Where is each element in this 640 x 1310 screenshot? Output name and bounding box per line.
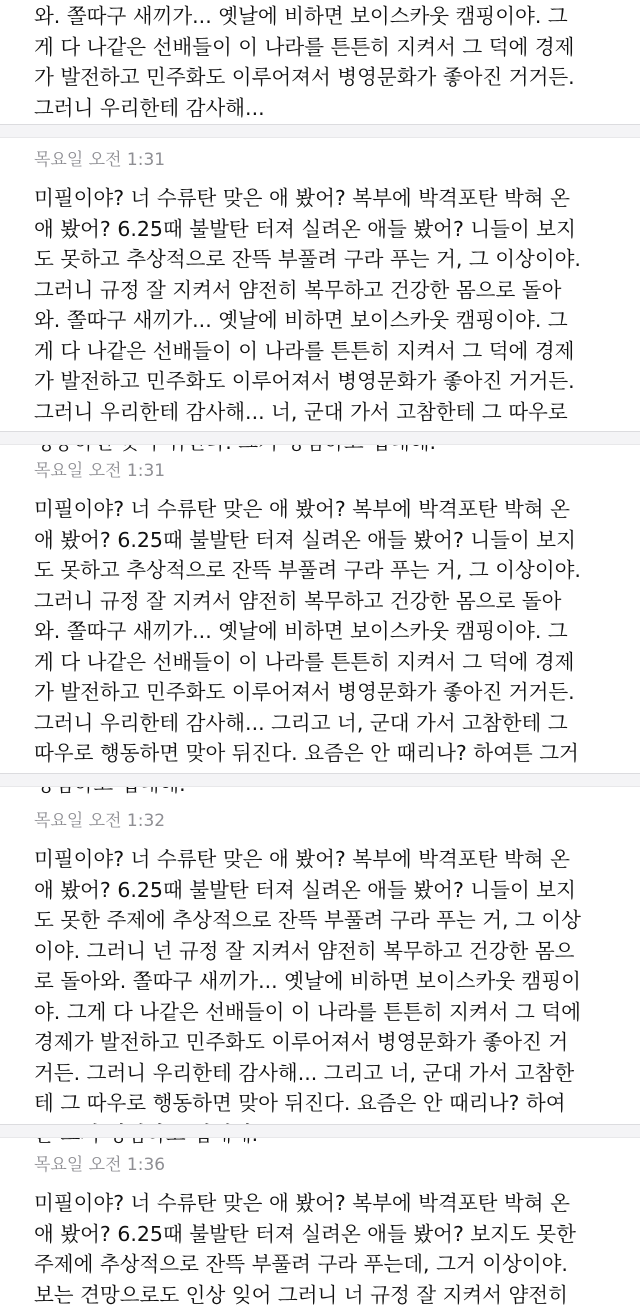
note-line: 애 봤어? 6.25때 불발탄 터져 실려온 애들 봤어? 니들이 보지	[34, 875, 622, 906]
note-timestamp: 목요일 오전 1:31	[34, 145, 622, 175]
note-line: 거든. 그러니 우리한테 감사해... 그리고 너, 군대 가서 고참한	[34, 1058, 622, 1089]
note-line: 미필이야? 너 수류탄 맞은 애 봤어? 복부에 박격포탄 박혀 온	[34, 494, 622, 525]
note-line: 미필이야? 너 수류탄 맞은 애 봤어? 복부에 박격포탄 박혀 온	[34, 183, 622, 214]
note-line: 가 발전하고 민주화도 이루어져서 병영문화가 좋아진 거거든.	[34, 62, 622, 93]
note-line: 애 봤어? 6.25때 불발탄 터져 실려온 애들 봤어? 니들이 보지	[34, 525, 622, 556]
note-line: 도 못한 주제에 추상적으로 잔뜩 부풀려 구라 푸는 거, 그 이상	[34, 905, 622, 936]
note-line: 와. 쫄따구 새끼가... 옛날에 비하면 보이스카웃 캠핑이야. 그	[34, 305, 622, 336]
note-line: 그러니 규정 잘 지켜서 얌전히 복무하고 건강한 몸으로 돌아	[34, 275, 622, 306]
note-line: 이야. 그러니 넌 규정 잘 지켜서 얌전히 복무하고 건강한 몸으	[34, 936, 622, 967]
note-separator	[0, 1124, 640, 1138]
note-line: 주제에 추상적으로 잔뜩 부풀려 구라 푸는데, 그거 이상이야.	[34, 1249, 622, 1280]
note-line: 와. 쫄따구 새끼가... 옛날에 비하면 보이스카웃 캠핑이야. 그	[34, 1, 622, 32]
note-separator	[0, 124, 640, 138]
note-line: 테 그 따우로 행동하면 맞아 뒤진다. 요즘은 안 때리나? 하여	[34, 1088, 622, 1119]
note-line: 야. 그게 다 나같은 선배들이 이 나라를 튼튼히 지켜서 그 덕에	[34, 997, 622, 1028]
note-line: 보는 견망으로도 인상 잊어 그러니 너 규정 잘 지켜서 얌전히	[34, 1280, 622, 1310]
note-separator	[0, 431, 640, 445]
note-line: 그러니 우리한테 감사해... 너, 군대 가서 고참한테 그 따우로	[34, 397, 622, 428]
note-line: 와. 쫄따구 새끼가... 옛날에 비하면 보이스카웃 캠핑이야. 그	[34, 616, 622, 647]
note-line: 로 돌아와. 쫄따구 새끼가... 옛날에 비하면 보이스카웃 캠핑이	[34, 966, 622, 997]
note-line: 그러니 규정 잘 지켜서 얌전히 복무하고 건강한 몸으로 돌아	[34, 586, 622, 617]
note-line: 경제가 발전하고 민주화도 이루어져서 병영문화가 좋아진 거	[34, 1027, 622, 1058]
note-timestamp: 목요일 오전 1:36	[34, 1150, 622, 1180]
note-line: 가 발전하고 민주화도 이루어져서 병영문화가 좋아진 거거든.	[34, 366, 622, 397]
note-line: 가 발전하고 민주화도 이루어져서 병영문화가 좋아진 거거든.	[34, 677, 622, 708]
note-line: 그러니 우리한테 감사해...	[34, 93, 622, 124]
note-line: 애 봤어? 6.25때 불발탄 터져 실려온 애들 봤어? 보지도 못한	[34, 1219, 622, 1250]
note-line: 도 못하고 추상적으로 잔뜩 부풀려 구라 푸는 거, 그 이상이야.	[34, 555, 622, 586]
note-card[interactable]	[0, 1, 640, 123]
note-line: 게 다 나같은 선배들이 이 나라를 튼튼히 지켜서 그 덕에 경제	[34, 647, 622, 678]
note-line: 그러니 우리한테 감사해... 그리고 너, 군대 가서 고참한테 그	[34, 708, 622, 739]
note-card[interactable]	[0, 456, 640, 799]
note-timestamp: 목요일 오전 1:31	[34, 456, 622, 486]
note-card[interactable]	[0, 145, 640, 458]
note-line: 게 다 나같은 선배들이 이 나라를 튼튼히 지켜서 그 덕에 경제	[34, 336, 622, 367]
note-line: 애 봤어? 6.25때 불발탄 터져 실려온 애들 봤어? 니들이 보지	[34, 214, 622, 245]
note-line: 미필이야? 너 수류탄 맞은 애 봤어? 복부에 박격포탄 박혀 온	[34, 844, 622, 875]
note-card[interactable]	[0, 1150, 640, 1310]
note-line: 게 다 나같은 선배들이 이 나라를 튼튼히 지켜서 그 덕에 경제	[34, 32, 622, 63]
note-separator	[0, 773, 640, 787]
note-line: 미필이야? 너 수류탄 맞은 애 봤어? 복부에 박격포탄 박혀 온	[34, 1188, 622, 1219]
note-timestamp: 목요일 오전 1:32	[34, 806, 622, 836]
note-card[interactable]	[0, 806, 640, 1149]
note-line: 따우로 행동하면 맞아 뒤진다. 요즘은 안 때리나? 하여튼 그거	[34, 738, 622, 769]
note-line: 도 못하고 추상적으로 잔뜩 부풀려 구라 푸는 거, 그 이상이야.	[34, 244, 622, 275]
